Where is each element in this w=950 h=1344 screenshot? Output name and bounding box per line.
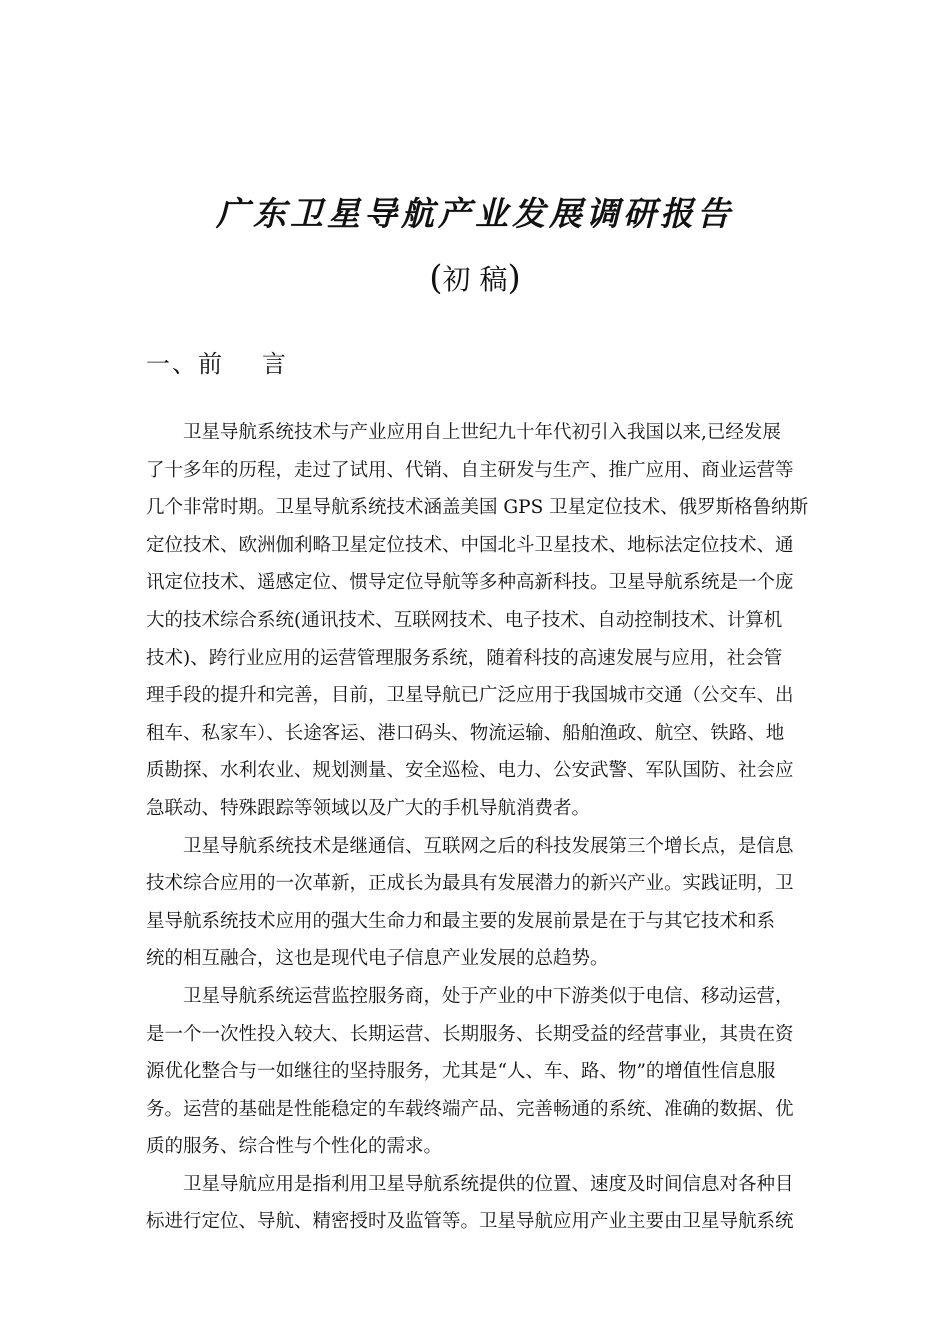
paragraph-line: 务。运营的基础是性能稳定的车载终端产品、完善畅通的系统、准确的数据、优 [146, 1098, 794, 1120]
paragraph-line: 讯定位技术、遥感定位、惯导定位导航等多种高新科技。卫星导航系统是一个庞 [146, 572, 794, 594]
paragraph-4 [146, 1166, 808, 1241]
paragraph-line: 卫星导航系统技术与产业应用自上世纪九十年代初引入我国以来,已经发展 [183, 422, 781, 443]
paragraph-line: 理手段的提升和完善，目前，卫星导航已广泛应用于我国城市交通（公交车、出 [146, 685, 794, 707]
paragraph-line: 卫星导航系统运营监控服务商，处于产业的中下游类似于电信、移动运营， [183, 985, 794, 1007]
paragraph-line: 了十多年的历程，走过了试用、代销、自主研发与生产、推广应用、商业运营等 [146, 459, 794, 481]
section-heading-rest: 言 [262, 350, 288, 378]
document-title: 广东卫星导航产业发展调研报告 [216, 194, 734, 233]
document-subtitle [0, 256, 950, 302]
section-heading [146, 346, 288, 382]
paragraph-line: 星导航系统技术应用的强大生命力和最主要的发展前景是在于与其它技术和系 [146, 910, 776, 932]
paragraph-line: 是一个一次性投入较大、长期运营、长期服务、长期受益的经营事业，其贵在资 [146, 1023, 794, 1045]
paragraph-2 [146, 828, 808, 978]
subtitle-open-paren: ( [429, 258, 443, 298]
paragraph-line: 卫星导航应用是指利用卫星导航系统提供的位置、速度及时间信息对各种目 [183, 1173, 794, 1195]
paragraph-line: 几个非常时期。卫星导航系统技术涵盖美国 GPS 卫星定位技术、俄罗斯格鲁纳斯 [146, 497, 809, 519]
paragraph-line: 大的技术综合系统(通讯技术、互联网技术、电子技术、自动控制技术、计算机 [146, 609, 783, 631]
section-heading-number: 一、前 [146, 350, 224, 378]
paragraph-1 [146, 414, 808, 828]
document-body [146, 414, 808, 1241]
paragraph-line: 卫星导航系统技术是继通信、互联网之后的科技发展第三个增长点，是信息 [183, 835, 794, 857]
subtitle-close-paren: ) [507, 258, 521, 298]
paragraph-line: 质的服务、综合性与个性化的需求。 [146, 1136, 443, 1158]
paragraph-line: 技术)、跨行业应用的运营管理服务系统，随着科技的高速发展与应用，社会管 [146, 647, 783, 669]
paragraph-line: 源优化整合与一如继往的坚持服务，尤其是“人、车、路、物”的增值性信息服 [146, 1061, 776, 1083]
paragraph-3 [146, 978, 808, 1166]
paragraph-line: 租车、私家车）、长途客运、港口码头、物流运输、船舶渔政、航空、铁路、地 [146, 722, 785, 744]
paragraph-line: 急联动、特殊跟踪等领域以及广大的手机导航消费者。 [146, 797, 591, 819]
paragraph-line: 质勘探、水利农业、规划测量、安全巡检、电力、公安武警、军队国防、社会应 [146, 760, 794, 782]
subtitle-text: 初 稿 [442, 263, 508, 296]
paragraph-line: 标进行定位、导航、精密授时及监管等。卫星导航应用产业主要由卫星导航系统 [146, 1211, 794, 1233]
paragraph-line: 定位技术、欧洲伽利略卫星定位技术、中国北斗卫星技术、地标法定位技术、通 [146, 534, 794, 556]
paragraph-line: 技术综合应用的一次革新，正成长为最具有发展潜力的新兴产业。实践证明，卫 [146, 873, 794, 895]
paragraph-line: 统的相互融合，这也是现代电子信息产业发展的总趋势。 [146, 948, 609, 970]
